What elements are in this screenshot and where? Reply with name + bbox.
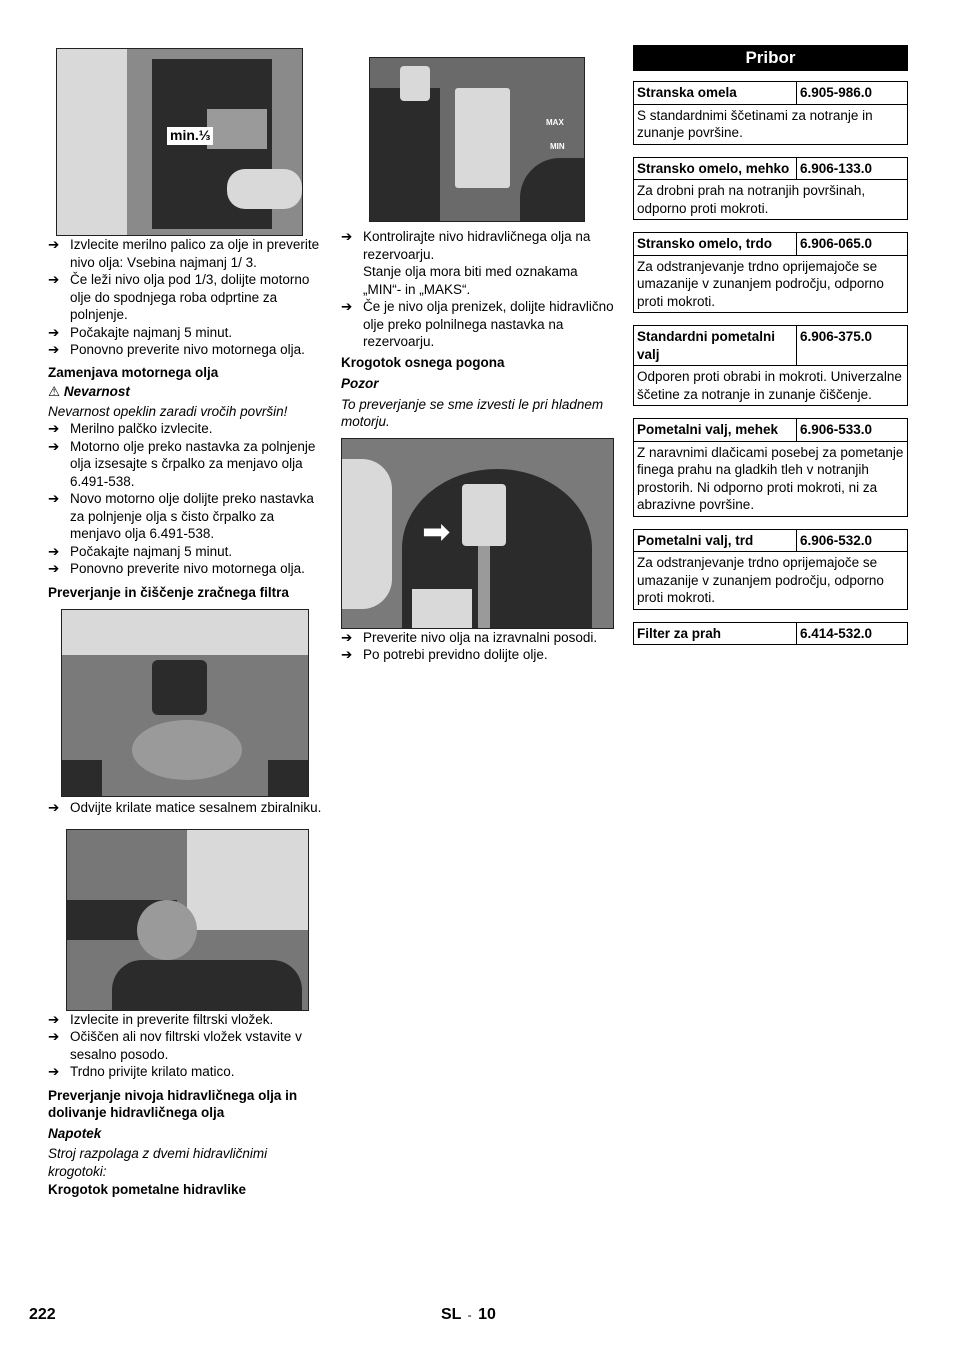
- accessory-header-row: [634, 233, 907, 256]
- arrow-icon: ➔: [48, 1064, 60, 1079]
- list-item: ➔ Ponovno preverite nivo motornega olja.: [48, 342, 305, 357]
- arrow-icon: ➔: [48, 438, 60, 454]
- photo-air-filter: [61, 609, 309, 797]
- steps-filter: [48, 1011, 323, 1081]
- heading-air-filter: Preverjanje in čiščenje zračnega filtra: [48, 584, 289, 600]
- footer-lang: SL - 10: [441, 1306, 496, 1323]
- list-item: ➔ Počakajte najmanj 5 minut.: [48, 324, 233, 340]
- steps-oil-change: [48, 420, 323, 578]
- steps-expansion: [341, 629, 616, 664]
- heading-drive-circuit: Krogotok osnega pogona: [341, 354, 505, 370]
- arrow-icon: ➔: [48, 421, 60, 436]
- accessory-header-row: [634, 326, 907, 366]
- warning-triangle-icon: ⚠: [48, 384, 61, 399]
- list-item: ➔ Ponovno preverite nivo motornega olja.: [48, 561, 305, 576]
- column-left: [48, 48, 323, 1199]
- photo-expansion-tank: [341, 438, 614, 629]
- accessory-description: Za drobni prah na notranjih površinah, odporno proti mokroti.: [637, 183, 866, 216]
- accessory-header-row: [634, 623, 907, 645]
- steps-hydraulic: [341, 228, 616, 351]
- section-title: Pribor: [633, 45, 908, 71]
- list-item: ➔ Izvlecite merilno palico za olje in preverite nivo olja: Vsebina najmanj 1/ 3.: [48, 237, 320, 270]
- accessory-name: Pometalni valj, trd: [634, 530, 797, 552]
- min-mark: MIN: [550, 142, 565, 151]
- max-mark: MAX: [546, 118, 564, 127]
- danger-label: ⚠ Nevarnost: [48, 384, 130, 399]
- note-text: Stroj razpolaga z dvemi hidravličnimi krogotoki:: [48, 1146, 268, 1179]
- caution-label: Pozor: [341, 376, 379, 391]
- page-number: 222: [29, 1306, 56, 1323]
- list-item: ➔ Če je nivo olja prenizek, dolijte hidravlično olje preko polnilnega nastavka na rezervoarju.: [341, 299, 614, 349]
- list-item: ➔ Kontrolirajte nivo hidravličnega olja na rezervoarju. Stanje olja mora biti med oznakama „MIN“- in „MAKS“.: [341, 229, 591, 297]
- accessory-name: Stransko omelo, mehko: [634, 158, 797, 180]
- list-item: ➔ Merilno palčko izvlecite.: [48, 421, 213, 436]
- arrow-icon: ➔: [341, 299, 353, 314]
- accessory-header-row: [634, 158, 907, 181]
- steps-oil-check: [48, 236, 323, 359]
- arrow-icon: ➔: [48, 272, 60, 287]
- accessory-number: 6.906-375.0: [800, 329, 873, 344]
- accessory-name: Stranska omela: [634, 82, 797, 104]
- column-right: [633, 45, 908, 645]
- accessory-header-row: [634, 82, 907, 105]
- list-item: ➔ Odvijte krilate matice sesalnem zbiralniku.: [48, 800, 322, 815]
- accessory-number: 6.906-533.0: [800, 422, 873, 437]
- list-item: ➔ Novo motorno olje dolijte preko nastavka za polnjenje olja s čisto črpalko za menjavo olja 6.491-538.: [48, 491, 314, 541]
- steps-unscrew: [48, 799, 323, 817]
- accessory-name: Filter za prah: [634, 623, 797, 645]
- list-item: ➔ Trdno privijte krilato matico.: [48, 1064, 235, 1079]
- arrow-icon: ➔: [341, 229, 353, 244]
- accessory-list: [633, 81, 908, 645]
- accessory-number: 6.414-532.0: [800, 625, 873, 641]
- accessory-description: S standardnimi ščetinami za notranje in zunanje površine.: [637, 107, 873, 140]
- photo-dipstick: [56, 48, 303, 236]
- heading-oil-change: Zamenjava motornega olja: [48, 364, 219, 380]
- accessory-number: 6.906-065.0: [800, 236, 873, 251]
- accessory-name: Pometalni valj, mehek: [634, 419, 797, 441]
- accessory-item: [633, 529, 908, 610]
- list-item: ➔ Po potrebi previdno dolijte olje.: [341, 647, 548, 662]
- accessory-number: 6.905-986.0: [800, 85, 873, 100]
- accessory-header-row: [634, 530, 907, 553]
- list-item: ➔ Izvlecite in preverite filtrski vložek.: [48, 1011, 274, 1027]
- arrow-icon: ➔: [48, 342, 60, 357]
- list-item: ➔ Počakajte najmanj 5 minut.: [48, 543, 233, 559]
- heading-hydraulic: Preverjanje nivoja hidravličnega olja in dolivanje hidravličnega olja: [48, 1087, 298, 1120]
- caution-text: To preverjanje se sme izvesti le pri hladnem motorju.: [341, 396, 604, 429]
- photo-filter-insert: [66, 829, 309, 1011]
- accessory-name: Standardni pometalni valj: [634, 326, 797, 365]
- accessory-item: [633, 81, 908, 145]
- arrow-pointer-icon: ➡: [422, 512, 451, 551]
- arrow-icon: ➔: [48, 491, 60, 506]
- accessory-item: [633, 622, 908, 646]
- min-label: min.⅓: [167, 127, 213, 145]
- heading-sweep-circuit: Krogotok pometalne hidravlike: [48, 1182, 247, 1197]
- arrow-icon: ➔: [48, 561, 60, 576]
- accessory-number: 6.906-532.0: [800, 532, 873, 548]
- arrow-icon: ➔: [48, 237, 60, 252]
- arrow-icon: ➔: [341, 629, 353, 645]
- accessory-description: Z naravnimi dlačicami posebej za pometanje finega prahu na gladkih tleh v notranjih prostorih. Ni odporno proti mokroti, ni za abrazivne površine.: [637, 444, 904, 512]
- arrow-icon: ➔: [48, 1029, 60, 1044]
- list-item: ➔ Očiščen ali nov filtrski vložek vstavite v sesalno posodo.: [48, 1029, 302, 1062]
- accessory-item: [633, 232, 908, 313]
- list-item: ➔ Motorno olje preko nastavka za polnjenje olja izsesajte s črpalko za menjavo olja 6.491-538.: [48, 438, 316, 489]
- accessory-item: [633, 157, 908, 221]
- list-item: ➔ Preverite nivo olja na izravnalni posodi.: [341, 629, 598, 645]
- arrow-icon: ➔: [48, 324, 60, 340]
- arrow-icon: ➔: [341, 647, 353, 662]
- list-item: ➔ Če leži nivo olja pod 1/3, dolijte motorno olje do spodnjega roba odprtine za polnjenje.: [48, 272, 310, 322]
- arrow-icon: ➔: [48, 1011, 60, 1027]
- accessory-number: 6.906-133.0: [800, 160, 873, 176]
- accessory-description: Za odstranjevanje trdno oprijemajoče se umazanije v zunanjem področju, odporno proti mokroti.: [637, 258, 884, 309]
- accessory-name: Stransko omelo, trdo: [634, 233, 797, 255]
- accessory-item: [633, 325, 908, 406]
- danger-text: Nevarnost opeklin zaradi vročih površin!: [48, 403, 288, 419]
- accessory-item: [633, 418, 908, 517]
- accessory-description: Za odstranjevanje trdno oprijemajoče se umazanije v zunanjem področju, odporno proti mokroti.: [637, 555, 884, 605]
- arrow-icon: ➔: [48, 800, 60, 815]
- photo-hydraulic-tank: [369, 57, 585, 222]
- accessory-description: Odporen proti obrabi in mokroti. Univerzalne ščetine za notranje in zunanje čiščenje.: [637, 369, 902, 402]
- note-label: Napotek: [48, 1125, 102, 1141]
- arrow-icon: ➔: [48, 543, 60, 559]
- accessory-header-row: [634, 419, 907, 442]
- column-middle: [341, 57, 616, 664]
